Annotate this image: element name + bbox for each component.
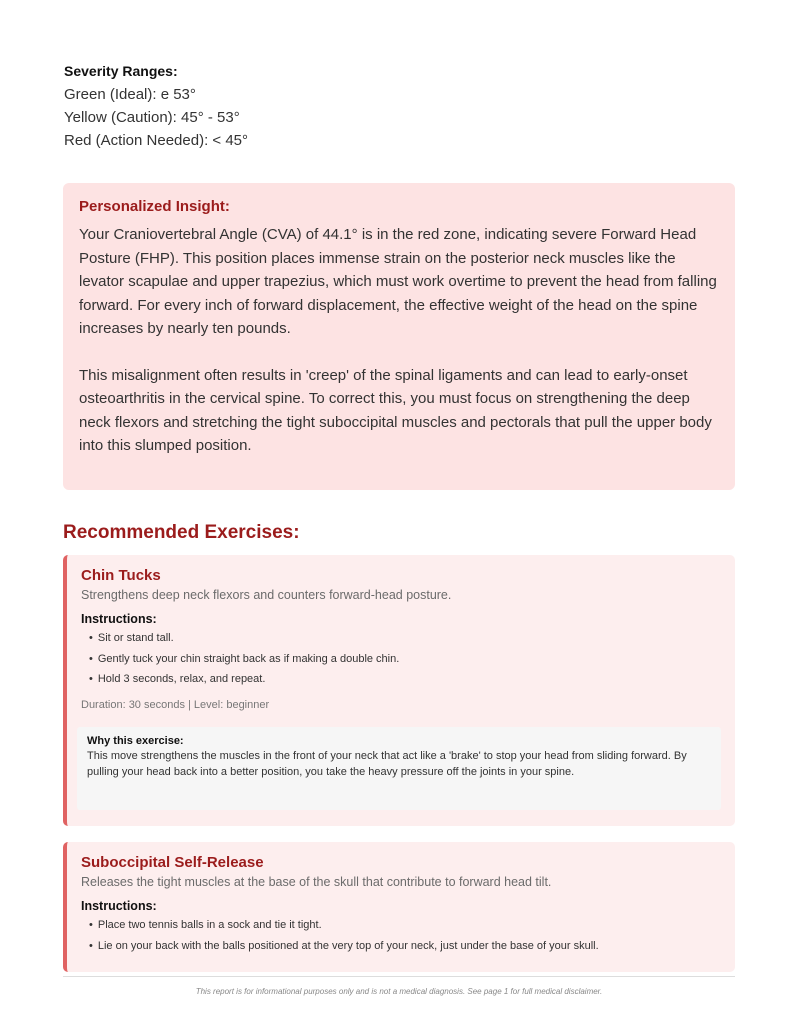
exercise-card-suboccipital-release xyxy=(63,842,735,972)
instructions-label: Instructions: xyxy=(81,899,157,913)
instruction-item: • Sit or stand tall. xyxy=(89,628,721,649)
instructions-label: Instructions: xyxy=(81,612,157,626)
exercise-card-chin-tucks xyxy=(63,555,735,826)
exercise-description: Strengthens deep neck flexors and counters forward-head posture. xyxy=(81,588,452,602)
exercise-title: Suboccipital Self-Release xyxy=(81,854,264,871)
instructions-list xyxy=(81,915,721,956)
insight-paragraph-1: Your Craniovertebral Angle (CVA) of 44.1° is in the red zone, indicating severe Forward Head Posture (FHP). This position places immense strain on the posterior neck muscles like the levator scapulae and upper trapezius, which must work overtime to prevent the head from falling forward. For every inch of forward displacement, the effective weight of the head on the spine increases by nearly ten pounds. xyxy=(79,226,717,337)
personalized-insight-box xyxy=(63,183,735,490)
instruction-item: • Lie on your back with the balls positioned at the very top of your neck, just under the base of your skull. xyxy=(89,936,721,957)
severity-title: Severity Ranges: xyxy=(64,63,178,79)
footer-disclaimer: This report is for informational purposes only and is not a medical diagnosis. See page 1 for full medical disclaimer. xyxy=(195,987,603,996)
insight-paragraph-2: This misalignment often results in 'creep' of the spinal ligaments and can lead to early-onset osteoarthritis in the cervical spine. To correct this, you must focus on strengthening the deep neck flexors and stretching the tight suboccipital muscles and pectorals that pull the upper body into this slumped position. xyxy=(79,366,712,454)
exercise-duration: Duration: 30 seconds | Level: beginner xyxy=(81,698,270,711)
severity-ranges xyxy=(64,63,248,152)
exercise-title: Chin Tucks xyxy=(81,567,161,584)
exercise-description: Releases the tight muscles at the base of the skull that contribute to forward head tilt. xyxy=(81,875,552,889)
why-text: This move strengthens the muscles in the front of your neck that act like a 'brake' to stop your head from sliding forward. By pulling your head back into a better position, you take the heavy pressure off the joints in your spine. xyxy=(87,749,687,778)
why-this-exercise-box xyxy=(77,727,721,810)
why-label: Why this exercise: xyxy=(87,734,184,747)
instruction-item: • Place two tennis balls in a sock and tie it tight. xyxy=(89,915,721,936)
instruction-item: • Hold 3 seconds, relax, and repeat. xyxy=(89,669,721,690)
severity-yellow: Yellow (Caution): 45° - 53° xyxy=(64,109,240,126)
recommended-exercises-heading: Recommended Exercises: xyxy=(63,522,300,543)
instruction-item: • Gently tuck your chin straight back as if making a double chin. xyxy=(89,649,721,670)
severity-red: Red (Action Needed): < 45° xyxy=(64,132,249,149)
insight-title: Personalized Insight: xyxy=(79,198,230,215)
severity-green: Green (Ideal): e 53° xyxy=(64,86,196,103)
instructions-list xyxy=(81,628,721,690)
footer-divider xyxy=(63,976,735,977)
